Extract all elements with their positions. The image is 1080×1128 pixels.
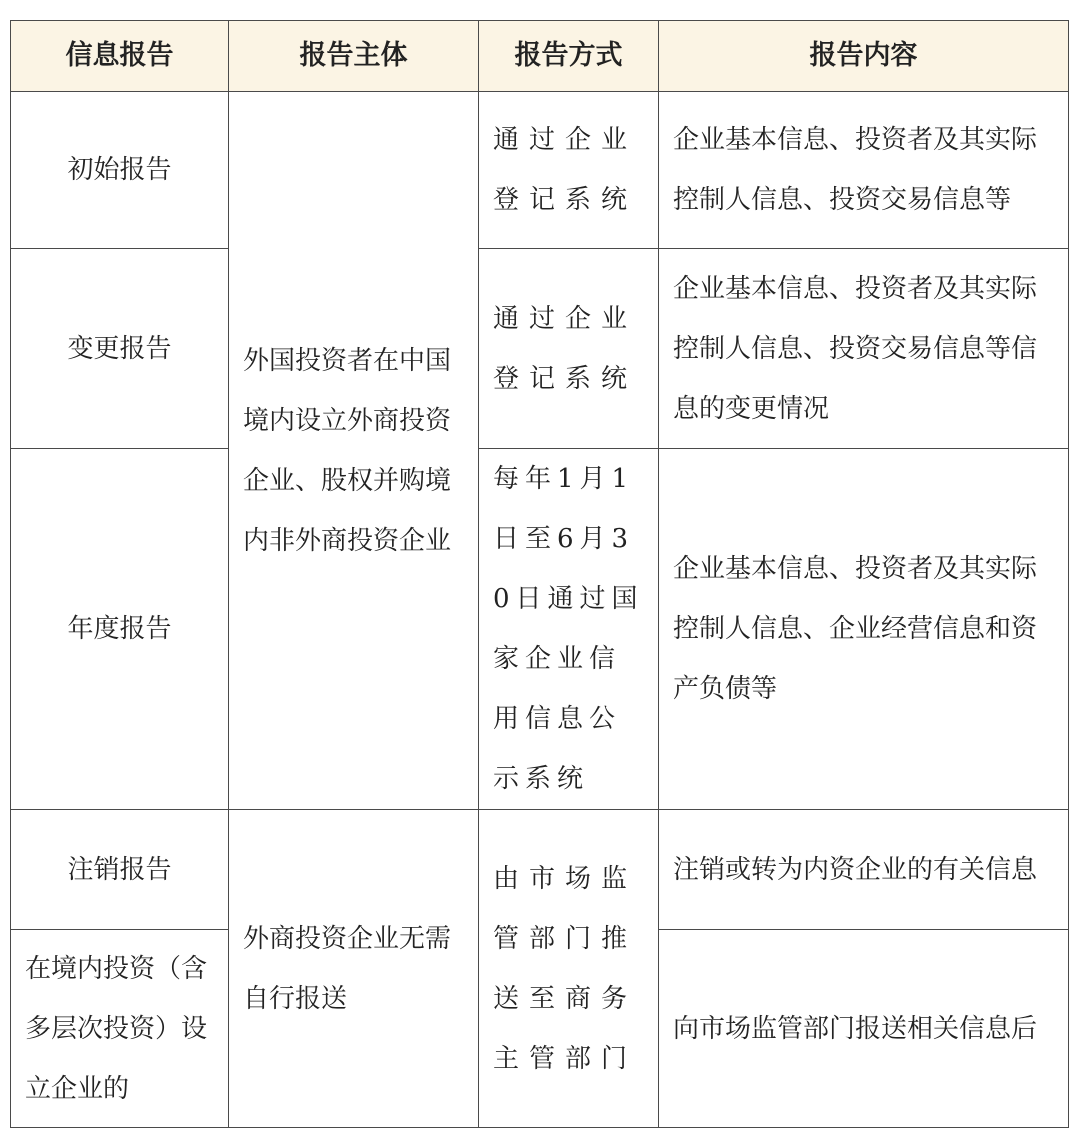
report-type-cell: 年度报告 — [11, 449, 229, 810]
report-method-cell: 由市场监管部门推送至商务主管部门 — [479, 810, 659, 1128]
report-table — [10, 20, 1069, 1128]
report-method-cell: 每年1月1日至6月30日通过国家企业信用信息公示系统 — [479, 449, 659, 810]
header-info-report: 信息报告 — [11, 21, 229, 92]
report-content-cell: 企业基本信息、投资者及其实际控制人信息、投资交易信息等信息的变更情况 — [659, 249, 1069, 449]
report-type-cell: 初始报告 — [11, 92, 229, 249]
report-subject-cell: 外国投资者在中国境内设立外商投资企业、股权并购境内非外商投资企业 — [229, 92, 479, 810]
report-method-cell: 通过企业登记系统 — [479, 92, 659, 249]
header-report-method: 报告方式 — [479, 21, 659, 92]
table-row-initial — [11, 92, 1069, 249]
header-report-subject: 报告主体 — [229, 21, 479, 92]
table-row-change — [11, 249, 1069, 449]
header-report-content: 报告内容 — [659, 21, 1069, 92]
report-content-cell: 企业基本信息、投资者及其实际控制人信息、投资交易信息等 — [659, 92, 1069, 249]
header-row — [11, 21, 1069, 92]
report-content-cell: 注销或转为内资企业的有关信息 — [659, 810, 1069, 930]
report-type-cell: 注销报告 — [11, 810, 229, 930]
report-content-cell: 向市场监管部门报送相关信息后 — [659, 930, 1069, 1128]
report-content-cell: 企业基本信息、投资者及其实际控制人信息、企业经营信息和资产负债等 — [659, 449, 1069, 810]
table-row-deregistration — [11, 810, 1069, 930]
report-type-cell: 变更报告 — [11, 249, 229, 449]
report-subject-cell: 外商投资企业无需自行报送 — [229, 810, 479, 1128]
report-method-cell: 通过企业登记系统 — [479, 249, 659, 449]
table-row-annual — [11, 449, 1069, 810]
report-type-cell: 在境内投资（含多层次投资）设立企业的 — [11, 930, 229, 1128]
